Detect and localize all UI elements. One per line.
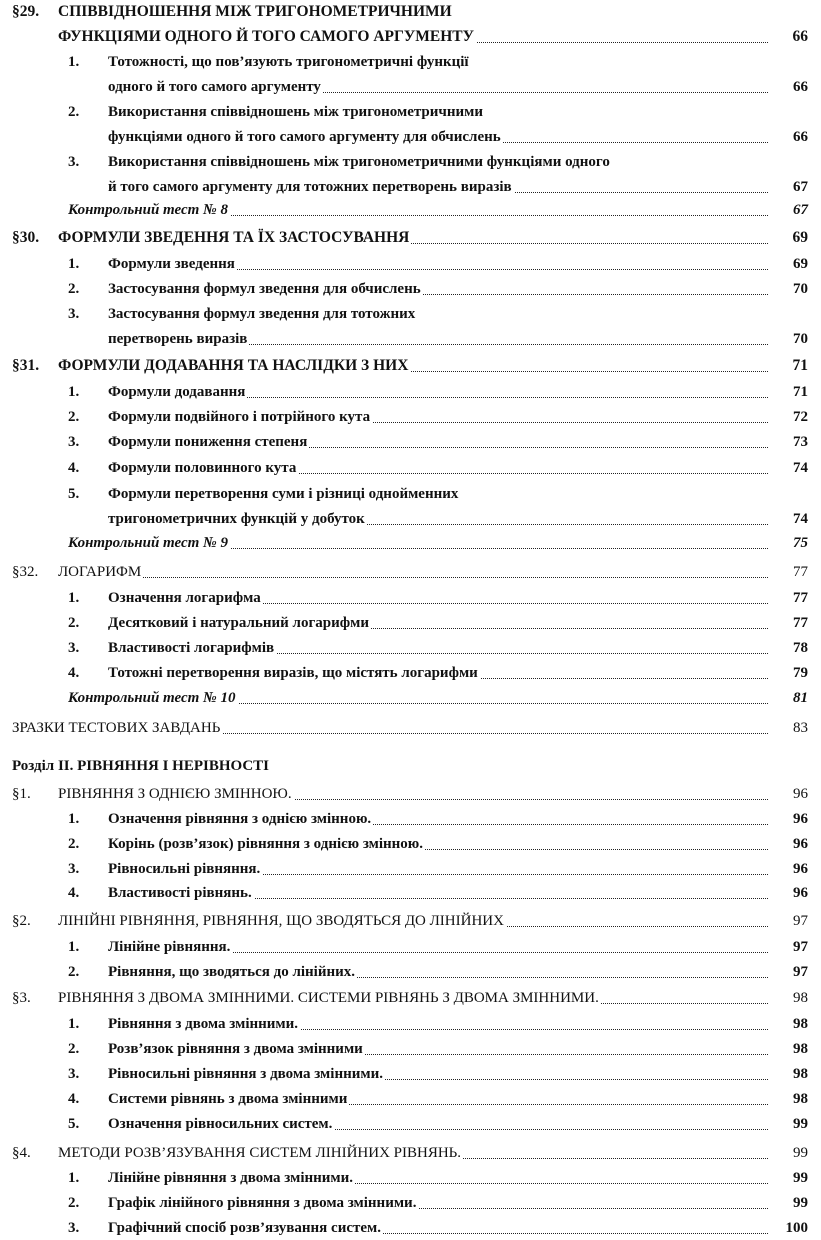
toc-entry-number: 1.: [68, 256, 80, 272]
toc-entry: [0, 1166, 808, 1190]
toc-entry: [0, 857, 808, 881]
toc-entry: [0, 380, 808, 404]
toc-entry: [0, 1087, 808, 1111]
toc-entry-number: 1.: [68, 54, 80, 70]
toc-entry-title: одного й того самого аргументу: [108, 79, 321, 95]
toc-entry-title: Рівняння з двома змінними.: [108, 1016, 299, 1032]
toc-entry-page: 81: [793, 690, 808, 706]
toc-entry-number: §4.: [12, 1145, 31, 1161]
toc-entry: [0, 354, 808, 378]
toc-entry-title: Формули пониження степеня: [108, 434, 308, 450]
toc-entry: [0, 1037, 808, 1061]
toc-entry: [0, 1141, 808, 1165]
toc-entry-number: §3.: [12, 990, 31, 1006]
toc-entry-number: 1.: [68, 811, 80, 827]
toc-entry: [0, 150, 808, 174]
toc-entry-title: Формули додавання: [108, 384, 246, 400]
toc-entry-number: 5.: [68, 486, 80, 502]
toc-entry-number: §1.: [12, 786, 31, 802]
toc-entry-number: 4.: [68, 460, 80, 476]
toc-entry-number: 2.: [68, 281, 80, 297]
toc-entry: [0, 327, 808, 351]
toc-entry: [0, 482, 808, 506]
toc-entry-title: Рівносильні рівняння.: [108, 861, 261, 877]
toc-entry-title: Застосування формул зведення для тотожних: [108, 306, 416, 322]
toc-entry-page: 98: [793, 1041, 808, 1057]
toc-entry-title: РІВНЯННЯ З ДВОМА ЗМІННИМИ. СИСТЕМИ РІВНЯНЬ З ДВОМА ЗМІННИМИ.: [58, 990, 599, 1006]
toc-entry-number: 4.: [68, 665, 80, 681]
toc-entry-page: 96: [793, 786, 808, 802]
toc-entry-page: 69: [792, 229, 808, 246]
toc-entry: [0, 1216, 808, 1240]
toc-entry-number: §32.: [12, 564, 39, 580]
toc-entry-page: 71: [793, 384, 808, 400]
toc-entry-number: 1.: [68, 590, 80, 606]
toc-entry-page: 71: [792, 357, 808, 374]
toc-entry-number: §29.: [12, 3, 40, 20]
toc-entry-title: Розділ II. РІВНЯННЯ І НЕРІВНОСТІ: [12, 758, 270, 774]
toc-entry: [0, 986, 808, 1010]
toc-entry-number: §31.: [12, 357, 40, 374]
toc-entry-title: Властивості логарифмів: [108, 640, 275, 656]
toc-entry-page: 99: [793, 1170, 808, 1186]
toc-entry-title: МЕТОДИ РОЗВ’ЯЗУВАННЯ СИСТЕМ ЛІНІЙНИХ РІВНЯНЬ.: [58, 1145, 462, 1161]
toc-entry-page: 70: [793, 331, 808, 347]
toc-entry-page: 99: [793, 1116, 808, 1132]
toc-entry: [0, 75, 808, 99]
toc-entry: [0, 125, 808, 149]
toc-entry: [0, 686, 808, 710]
toc-entry: [0, 430, 808, 454]
toc-entry-title: ФОРМУЛИ ДОДАВАННЯ ТА НАСЛІДКИ З НИХ: [58, 357, 409, 374]
toc-entry-title: Означення рівносильних систем.: [108, 1116, 333, 1132]
toc-entry-page: 83: [793, 720, 808, 736]
toc-entry-title: Означення логарифма: [108, 590, 261, 606]
toc-entry-page: 96: [793, 861, 808, 877]
toc-entry-number: 3.: [68, 1066, 80, 1082]
toc-entry-title: функціями одного й того самого аргументу для обчислень: [108, 129, 501, 145]
toc-entry-title: Рівняння, що зводяться до лінійних.: [108, 964, 356, 980]
toc-entry-title: Тотожні перетворення виразів, що містять логарифми: [108, 665, 478, 681]
toc-entry: [0, 832, 808, 856]
toc-entry-page: 66: [792, 28, 808, 45]
toc-entry-title: Тотожності, що пов’язують тригонометричні функції: [108, 54, 469, 70]
toc-entry-title: Означення рівняння з однією змінною.: [108, 811, 372, 827]
toc-entry: [0, 1012, 808, 1036]
toc-entry-page: 73: [793, 434, 808, 450]
toc-entry-page: 74: [793, 511, 808, 527]
toc-entry: [0, 935, 808, 959]
toc-entry: [0, 960, 808, 984]
toc-entry: [0, 881, 808, 905]
toc-entry-title: Системи рівнянь з двома змінними: [108, 1091, 348, 1107]
toc-entry-title: Розв’язок рівняння з двома змінними: [108, 1041, 363, 1057]
toc-entry-number: 3.: [68, 434, 80, 450]
toc-entry-number: 5.: [68, 1116, 80, 1132]
toc-entry: [0, 198, 808, 222]
toc-entry-page: 79: [793, 665, 808, 681]
toc-entry-number: 3.: [68, 861, 80, 877]
toc-entry: [0, 586, 808, 610]
toc-entry-title: ЗРАЗКИ ТЕСТОВИХ ЗАВДАНЬ: [12, 720, 221, 736]
toc-entry: [0, 754, 808, 778]
toc-entry-title: Застосування формул зведення для обчислень: [108, 281, 421, 297]
toc-entry-title: Лінійне рівняння.: [108, 939, 231, 955]
toc-entry-title: Контрольний тест № 9: [68, 535, 229, 551]
toc-entry-page: 77: [793, 590, 808, 606]
toc-entry-page: 98: [793, 990, 808, 1006]
toc-entry-page: 97: [793, 964, 808, 980]
toc-entry-number: 2.: [68, 104, 80, 120]
toc-entry-title: Десятковий і натуральний логарифми: [108, 615, 369, 631]
toc-entry-number: 3.: [68, 154, 80, 170]
toc-entry: [0, 1112, 808, 1136]
toc-entry-number: 3.: [68, 306, 80, 322]
toc-entry-number: 2.: [68, 836, 80, 852]
toc-entry-title: Використання співвідношень між тригонометричними функціями одного: [108, 154, 610, 170]
toc-entry-title: Лінійне рівняння з двома змінними.: [108, 1170, 354, 1186]
toc-entry: [0, 661, 808, 685]
toc-entry: [0, 909, 808, 933]
toc-entry-page: 67: [793, 202, 808, 218]
toc-entry-title: Формули зведення: [108, 256, 235, 272]
toc-entry: [0, 226, 808, 250]
toc-entry-page: 77: [793, 615, 808, 631]
toc-entry: [0, 252, 808, 276]
toc-entry-page: 67: [793, 179, 808, 195]
toc-entry-title: ЛІНІЙНІ РІВНЯННЯ, РІВНЯННЯ, ЩО ЗВОДЯТЬСЯ ДО ЛІНІЙНИХ: [58, 913, 504, 929]
toc-entry-title: Корінь (розв’язок) рівняння з однією змінною.: [108, 836, 424, 852]
toc-entry-title: ФУНКЦІЯМИ ОДНОГО Й ТОГО САМОГО АРГУМЕНТУ: [58, 28, 474, 45]
toc-entry-page: 66: [793, 129, 808, 145]
toc-entry-number: 2.: [68, 1041, 80, 1057]
toc-entry-number: 4.: [68, 885, 80, 901]
toc-entry: [0, 507, 808, 531]
toc-entry-page: 99: [793, 1145, 808, 1161]
toc-entry-title: ЛОГАРИФМ: [58, 564, 142, 580]
toc-entry-title: Контрольний тест № 10: [68, 690, 236, 706]
toc-entry-number: 1.: [68, 939, 80, 955]
toc-entry-page: 97: [793, 939, 808, 955]
toc-entry-number: 4.: [68, 1091, 80, 1107]
toc-entry-number: 1.: [68, 1170, 80, 1186]
toc-entry-page: 72: [793, 409, 808, 425]
toc-entry: [0, 0, 808, 24]
toc-entry-page: 100: [785, 1220, 808, 1236]
toc-entry-title: Формули половинного кута: [108, 460, 297, 476]
toc-entry: [0, 560, 808, 584]
toc-entry-page: 78: [793, 640, 808, 656]
toc-entry-number: §30.: [12, 229, 40, 246]
toc-entry: [0, 636, 808, 660]
toc-entry-title: Формули перетворення суми і різниці однойменних: [108, 486, 459, 502]
toc-entry-page: 98: [793, 1091, 808, 1107]
toc-entry-number: 2.: [68, 409, 80, 425]
toc-entry-title: перетворень виразів: [108, 331, 248, 347]
toc-entry-title: Графік лінійного рівняння з двома змінними.: [108, 1195, 417, 1211]
dot-leader: [58, 577, 768, 578]
toc-entry-page: 98: [793, 1016, 808, 1032]
toc-entry-page: 69: [793, 256, 808, 272]
toc-entry: [0, 807, 808, 831]
toc-entry-number: §2.: [12, 913, 31, 929]
toc-entry-page: 96: [793, 836, 808, 852]
toc-entry-title: Графічний спосіб розв’язування систем.: [108, 1220, 381, 1236]
toc-entry-page: 75: [793, 535, 808, 551]
toc-entry: [0, 100, 808, 124]
toc-entry: [0, 25, 808, 49]
toc-entry-page: 98: [793, 1066, 808, 1082]
toc-entry: [0, 531, 808, 555]
toc-entry-page: 74: [793, 460, 808, 476]
toc-entry-title: Властивості рівнянь.: [108, 885, 252, 901]
toc-entry-page: 70: [793, 281, 808, 297]
toc-entry-title: ФОРМУЛИ ЗВЕДЕННЯ ТА ЇХ ЗАСТОСУВАННЯ: [58, 229, 410, 246]
toc-entry-title: Формули подвійного і потрійного кута: [108, 409, 371, 425]
toc-entry-title: й того самого аргументу для тотожних перетворень виразів: [108, 179, 512, 195]
toc-entry-title: Контрольний тест № 8: [68, 202, 229, 218]
toc-entry: [0, 175, 808, 199]
toc-entry-number: 1.: [68, 1016, 80, 1032]
toc-entry: [0, 456, 808, 480]
toc-entry: [0, 1191, 808, 1215]
toc-entry: [0, 611, 808, 635]
toc-entry-page: 66: [793, 79, 808, 95]
toc-entry-number: 2.: [68, 615, 80, 631]
toc-entry-title: СПІВВІДНОШЕННЯ МІЖ ТРИГОНОМЕТРИЧНИМИ: [58, 3, 452, 20]
toc-entry: [0, 50, 808, 74]
toc-entry-title: Використання співвідношень між тригонометричними: [108, 104, 484, 120]
toc-entry-number: 2.: [68, 1195, 80, 1211]
toc-entry-number: 1.: [68, 384, 80, 400]
toc-entry-number: 2.: [68, 964, 80, 980]
toc-entry-page: 96: [793, 885, 808, 901]
toc-entry-number: 3.: [68, 640, 80, 656]
toc-entry-number: 3.: [68, 1220, 80, 1236]
toc-entry: [0, 405, 808, 429]
toc-entry-page: 77: [793, 564, 808, 580]
toc-entry: [0, 1062, 808, 1086]
toc-entry-page: 99: [793, 1195, 808, 1211]
toc-entry: [0, 716, 808, 740]
toc-entry: [0, 302, 808, 326]
toc-entry-title: РІВНЯННЯ З ОДНІЄЮ ЗМІННОЮ.: [58, 786, 292, 802]
toc-entry-title: тригонометричних функцій у добуток: [108, 511, 365, 527]
toc-entry: [0, 782, 808, 806]
toc-entry-page: 96: [793, 811, 808, 827]
toc-entry: [0, 277, 808, 301]
toc-entry-title: Рівносильні рівняння з двома змінними.: [108, 1066, 383, 1082]
toc-entry-page: 97: [793, 913, 808, 929]
